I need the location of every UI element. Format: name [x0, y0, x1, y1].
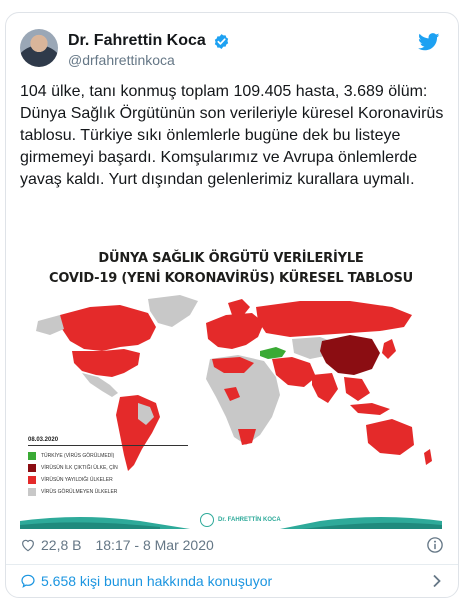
legend-label: VİRÜSÜN İLK ÇIKTIĞI ÜLKE, ÇİN [41, 465, 118, 471]
brand-text: Dr. FAHRETTİN KOCA [218, 517, 281, 523]
brand-logo [200, 513, 281, 527]
map-title-line2: COVID-19 (YENİ KORONAVİRÜS) KÜRESEL TABLOSU [49, 271, 413, 286]
map-indonesia [350, 403, 390, 415]
map-south-africa [238, 429, 256, 445]
info-icon[interactable] [426, 536, 444, 554]
map-turkey [260, 347, 286, 359]
legend-item-no-virus [28, 486, 188, 498]
legend-item-china [28, 462, 188, 474]
legend-swatch-china [28, 464, 36, 472]
map-alaska [36, 315, 64, 335]
chevron-right-icon[interactable] [432, 574, 442, 588]
tweet-card[interactable] [5, 12, 459, 598]
verified-badge-icon [213, 33, 230, 50]
conversation-label[interactable]: 5.658 kişi bunun hakkında konuşuyor [41, 573, 273, 589]
map-europe [206, 313, 264, 349]
divider [6, 564, 458, 565]
like-count[interactable]: 22,8 B [41, 537, 82, 553]
map-new-zealand [424, 449, 432, 465]
legend-item-spread [28, 474, 188, 486]
map-russia [256, 301, 412, 337]
twitter-bird-icon[interactable] [418, 33, 440, 51]
tweet-timestamp[interactable]: 18:17 - 8 Mar 2020 [95, 537, 214, 553]
author-block[interactable] [68, 32, 230, 68]
map-usa [72, 349, 140, 377]
legend-swatch-turkey [28, 452, 36, 460]
heart-icon[interactable] [20, 537, 36, 553]
tweet-header [20, 29, 444, 71]
map-japan [382, 339, 396, 359]
map-middle-east [272, 357, 316, 387]
map-india [312, 373, 338, 403]
legend-label: TÜRKİYE (VİRÜS GÖRÜLMEDİ) [41, 453, 115, 459]
legend-label: VİRÜS GÖRÜLMEYEN ÜLKELER [41, 489, 118, 495]
legend-swatch-no-virus [28, 488, 36, 496]
legend-item-turkey [28, 450, 188, 462]
map-greenland [148, 295, 198, 327]
media-brand-bar [20, 509, 442, 529]
avatar[interactable] [20, 29, 58, 67]
map-australia [366, 419, 414, 455]
tweet-text: 104 ülke, tanı konmuş toplam 109.405 hasta, 3.689 ölüm: Dünya Sağlık Örgütünün son verileriyle küresel Koronavirüs tablosu. Türkiye sıkı önlemlerle bugüne dek bu listeye girmemeyi başardı. Komşularımız ve Avrupa önlemlerde yavaş kaldı. Yurt dışından gelenlerimiz kurallara uymalı. [20, 83, 444, 188]
tweet-meta-row [20, 533, 444, 557]
legend-date: 08.03.2020 [28, 437, 188, 446]
map-china [320, 335, 380, 375]
map-southeast-asia [344, 377, 370, 401]
legend-swatch-spread [28, 476, 36, 484]
author-display-name[interactable]: Dr. Fahrettin Koca [68, 32, 206, 49]
map-legend [28, 437, 188, 498]
map-title-line1: DÜNYA SAĞLIK ÖRGÜTÜ VERİLERİYLE [98, 251, 364, 266]
ministry-seal-icon [200, 513, 214, 527]
comment-icon [20, 573, 36, 589]
tweet-media-image[interactable] [20, 231, 442, 529]
author-handle[interactable]: @drfahrettinkoca [68, 52, 175, 69]
conversation-link[interactable] [20, 569, 444, 593]
map-canada [60, 305, 156, 351]
legend-label: VİRÜSÜN YAYILDIĞI ÜLKELER [41, 477, 113, 483]
